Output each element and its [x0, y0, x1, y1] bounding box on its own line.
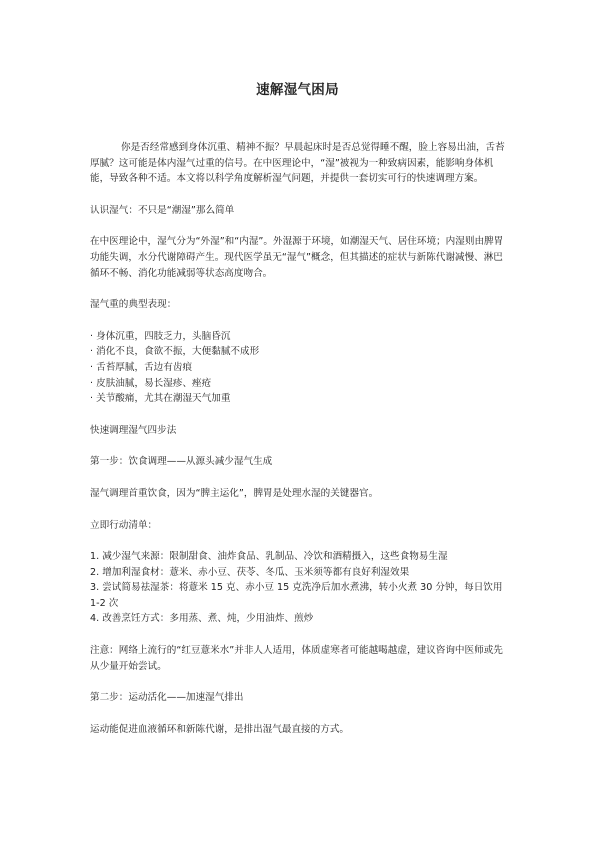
action-list: [90, 549, 505, 627]
list-item: 2. 增加利湿食材：薏米、赤小豆、茯苓、冬瓜、玉米须等都有良好利湿效果: [90, 566, 410, 578]
list-item: · 消化不良，食欲不振，大便黏腻不成形: [90, 346, 260, 358]
step2-heading: 第二步：运动活化——加速湿气排出: [90, 692, 244, 704]
list-item: · 皮肤油腻，易长湿疹、痤疮: [90, 377, 212, 389]
step1-heading: 第一步：饮食调理——从源头减少湿气生成: [90, 456, 273, 468]
action-list-heading: 立即行动清单：: [90, 519, 158, 531]
step1-body: 湿气调理首重饮食，因为“脾主运化”，脾胃是处理水湿的关键器官。: [90, 487, 379, 499]
list-item: 3. 尝试简易祛湿茶：将薏米 15 克、赤小豆 15 克洗净后加水煮沸，转小火煮 30 分钟，每日饮用 1-2 次: [90, 582, 503, 609]
section-heading-understanding: 认识湿气：不只是“潮湿”那么简单: [90, 204, 235, 216]
note-paragraph: 注意：网络上流行的“红豆薏米水”并非人人适用，体质虚寒者可能越喝越虚，建议咨询中医师或先从少量开始尝试。: [90, 645, 503, 672]
document-title: 速解湿气困局: [256, 82, 339, 98]
symptoms-heading: 湿气重的典型表现：: [90, 299, 177, 311]
section-body-understanding: 在中医理论中，湿气分为“外湿”和“内湿”。外湿源于环境，如潮湿天气、居住环境；内湿则由脾胃功能失调，水分代谢障碍产生。现代医学虽无“湿气”概念，但其描述的症状与新陈代谢减慢、淋巴循环不畅、消化功能减弱等状态高度吻合。: [90, 236, 504, 279]
list-item: · 关节酸痛，尤其在潮湿天气加重: [90, 393, 231, 405]
symptoms-list: [90, 329, 505, 407]
list-item: · 身体沉重，四肢乏力，头脑昏沉: [90, 330, 231, 342]
intro-paragraph: 你是否经常感到身体沉重、精神不振？早晨起床时是否总觉得睡不醒，脸上容易出油，舌苔厚腻？这可能是体内湿气过重的信号。在中医理论中，“湿”被视为一种致病因素，能影响身体机能，导致各种不适。本文将以科学角度解析湿气问题，并提供一套切实可行的快速调理方案。: [90, 142, 505, 185]
list-item: 4. 改善烹饪方式：多用蒸、煮、炖，少用油炸、煎炒: [90, 613, 314, 625]
list-item: · 舌苔厚腻，舌边有齿痕: [90, 361, 193, 373]
step2-body: 运动能促进血液循环和新陈代谢，是排出湿气最直接的方式。: [90, 723, 350, 735]
section-heading-four-steps: 快速调理湿气四步法: [90, 424, 177, 436]
list-item: 1. 减少湿气来源：限制甜食、油炸食品、乳制品、冷饮和酒精摄入，这些食物易生湿: [90, 551, 448, 563]
